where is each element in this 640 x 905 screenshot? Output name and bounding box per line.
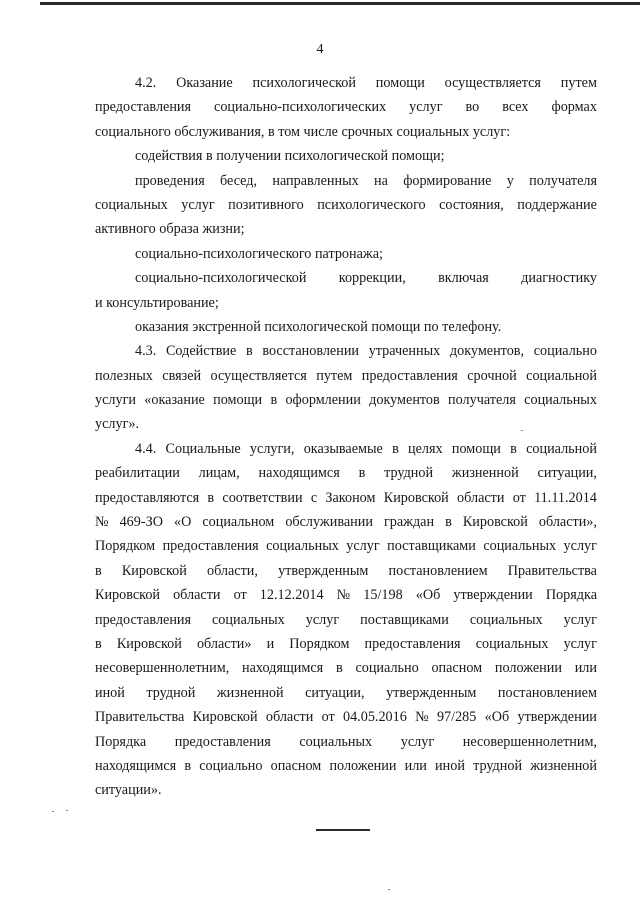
word: услуг	[400, 733, 435, 750]
word: 04.05.2016	[342, 709, 407, 726]
word: лицам,	[198, 465, 240, 482]
text-line: социального обслуживания, в том числе срочных социальных услуг:	[95, 123, 511, 140]
word: предоставления	[361, 367, 458, 384]
text-line	[95, 71, 597, 95]
word: соответствии	[222, 489, 303, 506]
word: услуг	[563, 635, 597, 652]
text-line	[95, 339, 597, 363]
text-line	[95, 681, 597, 705]
paragraph-4-4	[95, 437, 597, 803]
word: Социальные	[165, 440, 241, 457]
word: социально-психологических	[214, 99, 387, 116]
word: «О	[173, 514, 192, 531]
scan-speck	[66, 810, 68, 811]
text-line: социально-психологического патронажа;	[135, 245, 383, 262]
text-line	[95, 169, 597, 193]
word: поставщиками	[360, 611, 449, 628]
word: области	[457, 489, 505, 506]
word: трудной	[473, 757, 523, 774]
word: с	[310, 489, 318, 506]
word: Порядком	[95, 538, 156, 555]
word: Кировской	[95, 587, 161, 604]
word: находящимся	[242, 660, 324, 677]
word: несовершеннолетним,	[95, 660, 230, 677]
word: всех	[502, 99, 529, 116]
word: постановлением	[497, 684, 597, 701]
word: утверждении	[517, 709, 597, 726]
text-line: содействия в получении психологической помощи;	[135, 148, 445, 165]
word: от	[321, 709, 335, 726]
list-item-correction	[95, 266, 597, 315]
word: социально	[533, 343, 597, 360]
word: Порядка	[95, 733, 147, 750]
word: в	[270, 392, 278, 409]
word: состояния,	[439, 196, 504, 213]
list-item-phone-help	[95, 315, 597, 339]
text-line: оказания экстренной психологической помощи по телефону.	[135, 318, 502, 335]
word: ситуации,	[305, 684, 365, 701]
word: поддержание	[517, 196, 597, 213]
word: услуг	[409, 99, 443, 116]
word: Кировской	[121, 562, 187, 579]
word: Порядка	[545, 587, 597, 604]
text-line: услуг».	[95, 416, 140, 433]
word: в	[510, 440, 517, 457]
document-body	[95, 71, 597, 803]
word: области,	[206, 562, 258, 579]
word: 11.11.2014	[534, 489, 597, 506]
word: помощи	[375, 75, 425, 91]
text-line: активного образа жизни;	[95, 221, 245, 238]
word: у	[506, 172, 514, 189]
word: путем	[316, 367, 353, 384]
word: оказываемые	[303, 440, 383, 457]
word: срочной	[467, 367, 517, 384]
word: психологической	[252, 75, 356, 91]
word: социальных	[212, 611, 285, 628]
word: постановлением	[388, 562, 488, 579]
word: позитивного	[228, 196, 304, 213]
word: опасном	[431, 660, 483, 677]
paragraph-4-3	[95, 339, 597, 437]
text-line	[95, 656, 597, 680]
word: утвержденным	[386, 684, 477, 701]
word: №	[336, 587, 351, 604]
word: граждан	[383, 514, 435, 531]
word: социальных	[266, 538, 339, 555]
word: предоставления	[162, 538, 259, 555]
word: Законом	[325, 489, 376, 506]
word: в	[95, 635, 102, 652]
word: ситуации,	[537, 465, 597, 482]
list-item-patronage	[95, 242, 597, 266]
word: социальных	[483, 538, 557, 555]
word: «Об	[415, 587, 441, 604]
word: получателя	[529, 172, 597, 189]
word: формах	[551, 99, 597, 116]
word: №	[95, 514, 109, 531]
word: 469-ЗО	[119, 514, 163, 531]
word: услуг	[563, 538, 597, 555]
text-line	[95, 632, 597, 656]
word: «Об	[484, 709, 510, 726]
word: в	[335, 660, 343, 677]
text-line	[95, 461, 597, 485]
word: диагностику	[521, 270, 597, 287]
word: области	[265, 709, 314, 726]
word: 4.4.	[135, 440, 157, 457]
word: Кировской	[192, 709, 258, 726]
text-line	[95, 510, 597, 534]
word: утверждении	[453, 587, 533, 604]
text-line	[95, 437, 597, 461]
word: включая	[438, 270, 489, 287]
text-line	[95, 95, 597, 119]
word: Кировской	[462, 514, 528, 531]
word: социальном	[202, 514, 275, 531]
word: на	[374, 172, 388, 189]
text-line	[95, 388, 597, 412]
word: и	[266, 635, 275, 652]
word: несовершеннолетним,	[462, 733, 597, 750]
word: трудной	[384, 465, 434, 482]
text-line	[95, 193, 597, 217]
word: от	[512, 489, 526, 506]
word: услуги,	[249, 440, 295, 457]
word: Кировской	[383, 489, 449, 506]
word: от	[233, 587, 247, 604]
word: услуг	[563, 611, 597, 628]
word: Оказание	[176, 75, 233, 91]
word: утвержденным	[278, 562, 369, 579]
word: 12.12.2014	[259, 587, 324, 604]
word: жизненной	[451, 465, 519, 482]
word: в	[392, 440, 399, 457]
word: в	[445, 514, 452, 531]
word: области»,	[538, 514, 597, 531]
word: или	[404, 757, 427, 774]
word: услуги	[95, 392, 136, 409]
word: помощи	[451, 440, 501, 457]
word: реабилитации	[95, 465, 180, 482]
word: помощи	[213, 392, 263, 409]
word: Кировской	[116, 635, 182, 652]
word: социальных	[95, 196, 168, 213]
word: оформлении	[285, 392, 361, 409]
word: во	[465, 99, 480, 116]
scan-speck	[521, 430, 523, 431]
word: предоставления	[174, 733, 271, 750]
word: связей	[162, 367, 202, 384]
word: полезных	[95, 367, 153, 384]
word: предоставления	[364, 635, 461, 652]
word: 4.2.	[135, 75, 157, 91]
word: утраченных	[368, 343, 441, 360]
text-line: и консультирование;	[95, 294, 219, 311]
page-number: 4	[316, 42, 324, 57]
word: бесед,	[220, 172, 258, 189]
word: услуг	[346, 538, 380, 555]
word: области	[173, 587, 221, 604]
word: психологического	[317, 196, 426, 213]
word: 97/285	[436, 709, 477, 726]
word: социально	[199, 757, 263, 774]
word: положении	[329, 757, 397, 774]
word: формирование	[403, 172, 492, 189]
top-border-line	[40, 2, 640, 5]
scan-speck	[388, 889, 390, 890]
word: иной	[95, 684, 125, 701]
word: 15/198	[363, 587, 403, 604]
paragraph-4-2	[95, 71, 597, 144]
word: предоставления	[95, 99, 192, 116]
word: в	[245, 343, 253, 360]
word: №	[415, 709, 429, 726]
word: поставщиками	[387, 538, 476, 555]
text-line: ситуации».	[95, 782, 162, 799]
word: Порядком	[289, 635, 350, 652]
word: или	[574, 660, 597, 677]
word: жизненной	[530, 757, 597, 774]
word: осуществляется	[444, 75, 541, 91]
word: коррекции,	[338, 270, 406, 287]
text-line	[95, 534, 597, 558]
word: предоставляются	[95, 489, 200, 506]
word: социальных	[524, 392, 597, 409]
word: обслуживании	[285, 514, 373, 531]
text-line	[95, 705, 597, 729]
word: положении	[494, 660, 562, 677]
word: осуществляется	[210, 367, 307, 384]
word: целях	[408, 440, 443, 457]
list-item-psychological-help	[95, 144, 597, 168]
text-line	[95, 559, 597, 583]
word: восстановлении	[262, 343, 360, 360]
word: социальной	[526, 440, 597, 457]
text-line	[95, 608, 597, 632]
word: иной	[435, 757, 465, 774]
word: путем	[560, 75, 597, 91]
scan-speck	[52, 811, 54, 812]
word: документов,	[449, 343, 525, 360]
text-line	[95, 486, 597, 510]
word: трудной	[146, 684, 196, 701]
word: предоставления	[95, 611, 192, 628]
word: социально-психологической	[135, 270, 307, 287]
word: социальных	[469, 611, 543, 628]
word: в	[95, 562, 102, 579]
word: Содействие	[165, 343, 237, 360]
word: в	[207, 489, 215, 506]
text-line	[95, 730, 597, 754]
text-line	[95, 266, 597, 290]
word: опасном	[270, 757, 322, 774]
list-item-conversations	[95, 169, 597, 242]
word: жизненной	[216, 684, 284, 701]
word: направленных	[272, 172, 359, 189]
word: области»	[196, 635, 252, 652]
word: социально	[355, 660, 419, 677]
word: Правительства	[95, 709, 185, 726]
word: «оказание	[144, 392, 205, 409]
word: социальных	[299, 733, 373, 750]
word: находящимся	[95, 757, 177, 774]
word: в	[358, 465, 366, 482]
text-line	[95, 364, 597, 388]
word: получателя	[448, 392, 516, 409]
end-of-text-rule	[316, 829, 370, 831]
word: социальных	[475, 635, 549, 652]
word: проведения	[135, 172, 205, 189]
word: Правительства	[507, 562, 597, 579]
text-line	[95, 583, 597, 607]
text-line	[95, 754, 597, 778]
word: услуг	[305, 611, 340, 628]
word: социальной	[526, 367, 597, 384]
word: 4.3.	[135, 343, 157, 360]
word: услуг	[181, 196, 215, 213]
word: документов	[369, 392, 440, 409]
word: в	[184, 757, 192, 774]
word: находящимся	[258, 465, 340, 482]
